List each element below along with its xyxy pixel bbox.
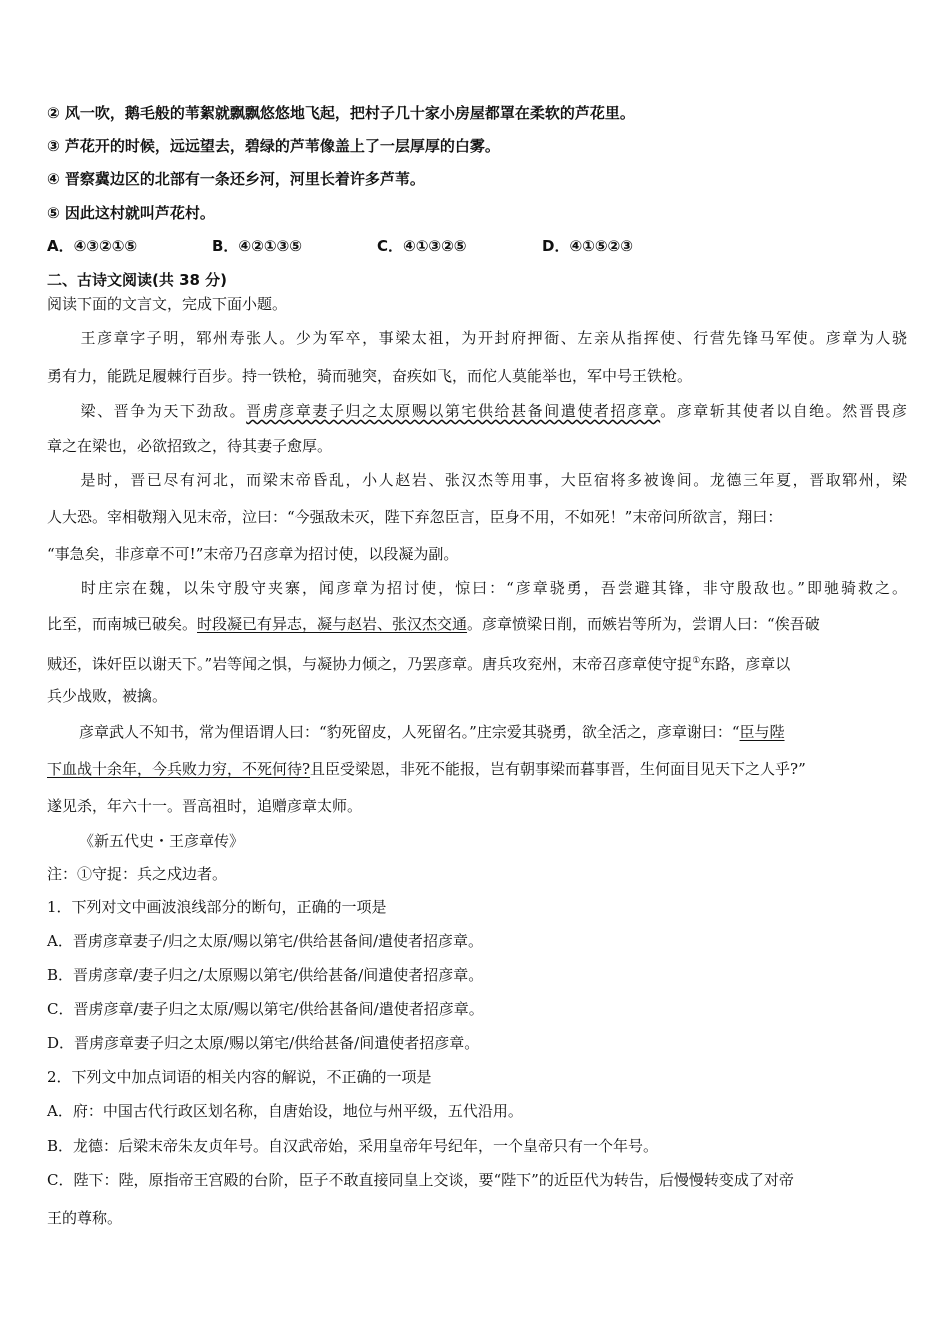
question-1-option-a[interactable]: A．晋虏彦章妻子/归之太原/赐以第宅/供给甚备间/遣使者招彦章。 <box>47 932 484 950</box>
section-title: 二、古诗文阅读(共 38 分) <box>47 271 228 289</box>
passage-p4-line3 <box>47 651 907 674</box>
passage-p1-line2: 勇有力，能跣足履棘行百步。持一铁枪，骑而驰突，奋疾如飞，而佗人莫能举也，军中号王铁枪。 <box>47 367 693 385</box>
answer-options <box>47 236 907 256</box>
passage-p5-line1 <box>47 722 907 742</box>
passage-p1-line1 <box>47 328 907 348</box>
question-2-option-c-cont[interactable]: 王的尊称。 <box>47 1209 123 1227</box>
question-2-option-c[interactable]: C．陛下：陛，原指帝王宫殿的台阶，臣子不敢直接同皇上交谈，要“陛下”的近臣代为转告，后慢慢转变成了对帝 <box>47 1171 794 1189</box>
sentence-4: ④ 晋察冀边区的北部有一条还乡河，河里长着许多芦苇。 <box>47 170 425 188</box>
passage-source: 《新五代史・王彦章传》 <box>79 832 245 850</box>
question-1-stem: 1．下列对文中画波浪线部分的断句，正确的一项是 <box>47 898 387 916</box>
option-a[interactable]: A．④③②①⑤ <box>47 237 138 255</box>
option-b[interactable]: B．④②①③⑤ <box>212 237 302 255</box>
passage-text: 是时，晋已尽有河北，而梁末帝昏乱，小人赵岩、张汉杰等用事，大臣宿将多被谗间。龙德三年夏，晋取郓州，梁 <box>79 471 907 489</box>
sentence-2: ② 风一吹，鹅毛般的苇絮就飘飘悠悠地飞起，把村子几十家小房屋都罩在柔软的芦花里。 <box>47 104 635 122</box>
footnote: 注：①守捉：兵之戍边者。 <box>47 865 228 883</box>
instruction: 阅读下面的文言文，完成下面小题。 <box>47 295 288 313</box>
passage-p4-line4: 兵少战败，被擒。 <box>47 687 168 705</box>
question-2-option-b[interactable]: B．龙德：后梁末帝朱友贞年号。自汉武帝始，采用皇帝年号纪年，一个皇帝只有一个年号。 <box>47 1137 659 1155</box>
question-2-stem: 2．下列文中加点词语的相关内容的解说，不正确的一项是 <box>47 1068 432 1086</box>
option-c[interactable]: C．④①③②⑤ <box>377 237 467 255</box>
passage-text: 且臣受梁恩，非死不能报，岂有朝事梁而暮事晋，生何面目见天下之人乎?” <box>310 760 806 778</box>
sentence-5: ⑤ 因此这村就叫芦花村。 <box>47 204 215 222</box>
passage-text: 东路，彦章以 <box>700 655 791 673</box>
passage-text: 比至，而南城已破矣。 <box>47 615 198 633</box>
passage-p5-line2 <box>47 759 907 779</box>
passage-p3-line2: 人大恐。宰相敬翔入见末帝，泣曰：“今强敌未灭，陛下弃忽臣言，臣身不用，不如死！”末帝问所欲言，翔曰： <box>47 508 783 526</box>
passage-text: 彦章武人不知书，常为俚语谓人曰：“豹死留皮，人死留名。”庄宗爱其骁勇，欲全活之，彦章谢曰：“ <box>79 723 740 741</box>
passage-text: 。彦章斩其使者以自绝。然晋畏彦 <box>660 402 907 420</box>
underlined-sentence: 臣与陛 <box>739 723 785 741</box>
passage-p2-line2: 章之在梁也，必欲招致之，待其妻子愈厚。 <box>47 437 333 455</box>
footnote-marker: ① <box>692 656 701 666</box>
question-1-option-b[interactable]: B．晋虏彦章/妻子归之/太原赐以第宅/供给甚备/间遣使者招彦章。 <box>47 966 484 984</box>
sentence-3: ③ 芦花开的时候，远远望去，碧绿的芦苇像盖上了一层厚厚的白雾。 <box>47 137 500 155</box>
question-1-option-c[interactable]: C．晋虏彦章/妻子归之太原/赐以第宅/供给甚备间/遣使者招彦章。 <box>47 1000 484 1018</box>
passage-p4-line2 <box>47 614 907 634</box>
passage-p5-line3: 遂见杀，年六十一。晋高祖时，追赠彦章太师。 <box>47 797 363 815</box>
underlined-sentence: 时段凝已有异志，凝与赵岩、张汉杰交通 <box>197 615 468 633</box>
wavy-underlined-text: 晋虏彦章妻子归之太原赐以第宅供给甚备间遣使者招彦章 <box>246 402 661 420</box>
option-d[interactable]: D．④①⑤②③ <box>542 237 633 255</box>
passage-p3-line3: “事急矣，非彦章不可!”末帝乃召彦章为招讨使，以段凝为副。 <box>47 545 459 563</box>
passage-text: 时庄宗在魏，以朱守殷守夹寨，闻彦章为招讨使，惊曰：“彦章骁勇，吾尝避其锋，非守殷敌也。”即驰骑救之。 <box>79 579 907 597</box>
passage-text: 王彦章字子明，郓州寿张人。少为军卒，事梁太祖，为开封府押衙、左亲从指挥使、行营先锋马军使。彦章为人骁 <box>79 329 907 347</box>
question-1-option-d[interactable]: D．晋虏彦章妻子归之太原/赐以第宅/供给甚备/间遣使者招彦章。 <box>47 1034 480 1052</box>
passage-p2-line1 <box>47 401 907 421</box>
passage-text: 。彦章愤梁日削，而嫉岩等所为，尝谓人曰：“俟吾破 <box>467 615 820 633</box>
passage-p4-line1 <box>47 578 907 598</box>
passage-p3-line1 <box>47 470 907 490</box>
underlined-sentence: 下血战十余年，今兵败力穷，不死何待? <box>47 760 311 778</box>
passage-text: 贼还，诛奸臣以谢天下。”岩等闻之惧，与凝协力倾之，乃罢彦章。唐兵攻兖州，末帝召彦章使守捉 <box>47 655 693 673</box>
passage-text: 梁、晋争为天下劲敌。 <box>79 402 247 420</box>
question-2-option-a[interactable]: A．府：中国古代行政区划名称，自唐始设，地位与州平级，五代沿用。 <box>47 1102 523 1120</box>
